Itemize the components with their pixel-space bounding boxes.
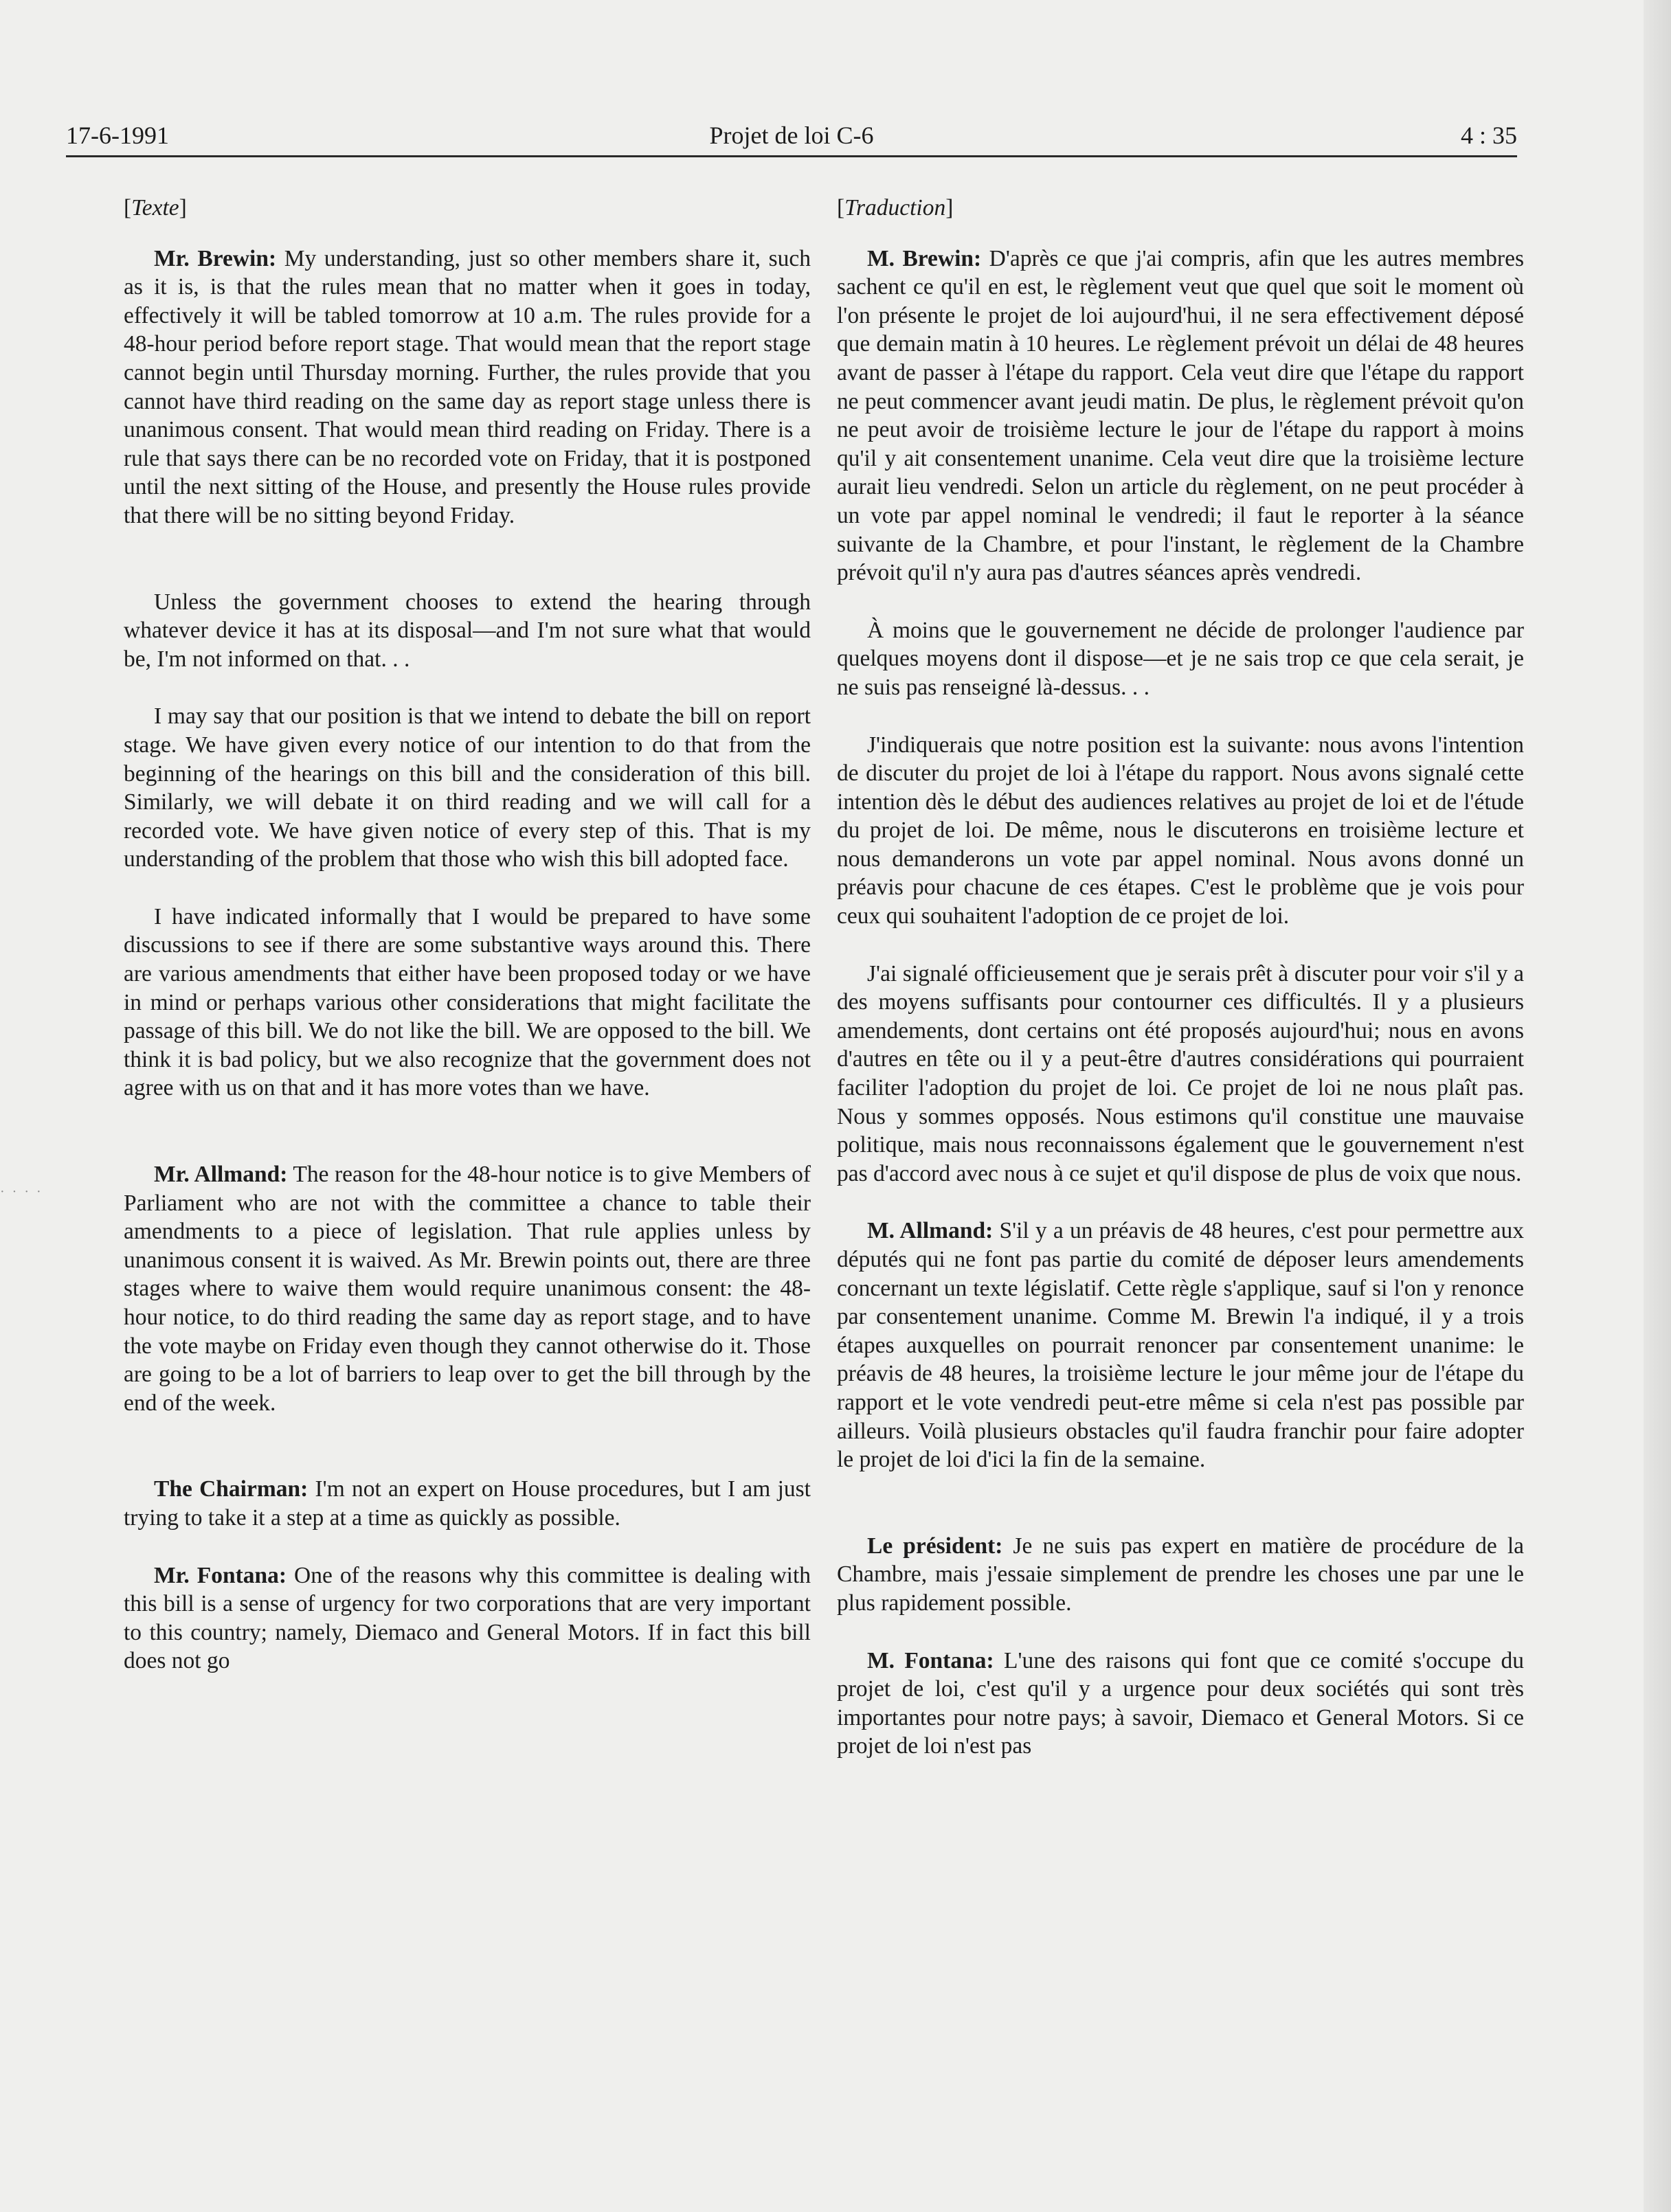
header-date: 17-6-1991 bbox=[66, 122, 169, 149]
speaker-name: M. Fontana: bbox=[867, 1647, 994, 1673]
paragraph-text: My understanding, just so other members share it, such as it is, is that the rules mean that no matter when it goes in today, effectively it will be tabled tomorrow at 10 a.m. The rules provide for a 48-hour period before report stage. That would mean that the report stage cannot begin until Thursday morning. Further, the rules provide that you cannot have third reading on the same day as report stage unless there is unanimous consent. That would mean third reading on Friday. There is a rule that says there can be no recorded vote on Friday, that it is postponed until the next sitting of the House, and presently the House rules provide that there will be no sitting beyond Friday. bbox=[124, 245, 811, 528]
english-paragraph-fontana bbox=[124, 1561, 811, 1675]
paragraph-text: I have indicated informally that I would be prepared to have some discussions to see if there are some substantive ways around this. There are various amendments that either have been proposed today or we have in mind or perhaps various other considerations that might facilitate the passage of this bill. We do not like the bill. We are opposed to the bill. We think it is bad policy, but we also recognize that the government does not agree with us on that and it has more votes than we have. bbox=[124, 903, 811, 1101]
french-language-tag: [Traduction] bbox=[837, 195, 954, 221]
english-tag-text: Texte bbox=[131, 195, 179, 221]
english-paragraph-government bbox=[124, 588, 811, 674]
header-title: Projet de loi C-6 bbox=[709, 122, 874, 149]
running-header bbox=[66, 114, 1517, 157]
speaker-name: The Chairman: bbox=[154, 1476, 309, 1502]
french-column bbox=[837, 194, 1524, 1761]
english-column bbox=[124, 194, 811, 1675]
french-paragraph-position bbox=[837, 731, 1524, 931]
paragraph-text: The reason for the 48-hour notice is to give Members of Parliament who are not with the committee a chance to table their amendments to a piece of legislation. That rule applies unless by unanimous consent it is waived. As Mr. Brewin points out, there are three stages where to waive them would require unanimous consent: the 48-hour notice, to do third reading the same day as report stage, and to have the vote maybe on Friday even though they cannot otherwise do it. Those are going to be a lot of barriers to leap over to get the bill through by the end of the week. bbox=[124, 1162, 811, 1416]
paragraph-text: J'ai signalé officieusement que je serais prêt à discuter pour voir s'il y a des moyens suffisants pour contourner ces difficultés. Il y a plusieurs amendements, dont certains ont été proposés aujourd'hui; nous en avons d'autres en tête ou il y a peut-être d'autres considérations qui pourraient faciliter l'adoption du projet de loi. Ce projet de loi ne nous plaît pas. Nous y sommes opposés. Nous estimons qu'il constitue une mauvaise politique, mais nous reconnaissons également que le gouvernement n'est pas d'accord avec nous à ce sujet et qu'il dispose de plus de voix que nous. bbox=[837, 960, 1524, 1186]
paragraph-text: L'une des raisons qui font que ce comité s'occupe du projet de loi, c'est qu'il y a urgence pour deux sociétés qui sont très importantes pour notre pays; à savoir, Diemaco et General Motors. Si ce projet de loi n'est pas bbox=[837, 1647, 1525, 1759]
speaker-name: M. Allmand: bbox=[867, 1218, 994, 1244]
paragraph-text: Unless the government chooses to extend the hearing through whatever device it has at its disposal—and I'm not sure what that would be, I'm not informed on that. . . bbox=[124, 589, 811, 672]
french-paragraph-fontana bbox=[837, 1647, 1524, 1761]
french-paragraph-president bbox=[837, 1532, 1524, 1618]
page-edge-shadow bbox=[1644, 0, 1671, 2212]
french-paragraph-government bbox=[837, 616, 1524, 702]
speaker-name: Le président: bbox=[867, 1533, 1003, 1559]
paragraph-text: À moins que le gouvernement ne décide de prolonger l'audience par quelques moyens dont il dispose—et je ne sais trop ce que cela serait, je ne suis pas renseigné là-dessus. . . bbox=[837, 617, 1524, 700]
english-language-tag: [Texte] bbox=[124, 195, 187, 221]
paragraph-text: I'm not an expert on House procedures, but I am just trying to take it a step at a time as quickly as possible. bbox=[124, 1476, 811, 1531]
paragraph-text: J'indiquerais que notre position est la suivante: nous avons l'intention de discuter du projet de loi à l'étape du rapport. Nous avons signalé cette intention dès le début des audiences relatives au projet de loi et de l'étude du projet de loi. De même, nous le discuterons en troisième lecture et nous demanderons un vote par appel nominal. Nous avons donné un préavis pour chacune de ces étapes. C'est le problème que je vois pour ceux qui souhaitent l'adoption de ce projet de loi. bbox=[837, 732, 1524, 929]
french-paragraph-informally bbox=[837, 960, 1524, 1188]
header-page-number: 4 : 35 bbox=[1460, 122, 1517, 149]
paragraph-text: Je ne suis pas expert en matière de procédure de la Chambre, mais j'essaie simplement de prendre les choses une par une le plus rapidement possible. bbox=[837, 1533, 1524, 1616]
english-paragraph-position bbox=[124, 702, 811, 874]
speaker-name: Mr. Brewin: bbox=[154, 245, 277, 271]
paragraph-text: S'il y a un préavis de 48 heures, c'est pour permettre aux députés qui ne font pas partie du comité de déposer leurs amendements concernant un texte législatif. Cette règle s'applique, sauf si l'on y renonce par consentement unanime. Comme M. Brewin l'a indiqué, il y a trois étapes auxquelles on pourrait renoncer par consentement unanime: le préavis de 48 heures, la troisième lecture le jour même jour de l'étape du rapport et le vote vendredi peut-etre même si cela n'est pas possible par ailleurs. Voilà plusieurs obstacles qu'il faudra franchir pour faire adopter le projet de loi d'ici la fin de la semaine. bbox=[837, 1218, 1524, 1473]
english-paragraph-brewin bbox=[124, 245, 811, 530]
paragraph-text: I may say that our position is that we intend to debate the bill on report stage. We have given every notice of our intention to do that from the beginning of the hearings on this bill and the consideration of this bill. Similarly, we will debate it on third reading and we will call for a recorded vote. We have given notice of every step of this. That is my understanding of the problem that those who wish this bill adopted face. bbox=[124, 703, 811, 872]
speaker-name: M. Brewin: bbox=[867, 245, 982, 271]
margin-mark: · · · · bbox=[0, 1184, 43, 1199]
french-paragraph-allmand bbox=[837, 1217, 1524, 1474]
english-paragraph-allmand bbox=[124, 1160, 811, 1417]
english-paragraph-informally bbox=[124, 903, 811, 1103]
speaker-name: Mr. Fontana: bbox=[154, 1562, 287, 1588]
paragraph-text: One of the reasons why this committee is dealing with this bill is a sense of urgency for two corporations that are very important to this country; namely, Diemaco and General Motors. If in fact this bill does not go bbox=[124, 1562, 811, 1674]
french-tag-text: Traduction bbox=[844, 195, 946, 221]
speaker-name: Mr. Allmand: bbox=[154, 1162, 288, 1188]
paragraph-text: D'après ce que j'ai compris, afin que les autres membres sachent ce qu'il en est, le règlement veut que quel que soit le moment où l'on présente le projet de loi aujourd'hui, il ne sera effectivement déposé que demain matin à 10 heures. Le règlement prévoit un délai de 48 heures avant de passer à l'étape du rapport. Cela veut dire que l'étape du rapport ne peut commencer avant jeudi matin. De plus, le règlement prévoit qu'on ne peut avoir de troisième lecture le jour de l'étape du rapport à moins qu'il y ait consentement unanime. Cela veut dire que la troisième lecture aurait lieu vendredi. Selon un article du règlement, on ne peut procéder à un vote par appel nominal le vendredi; il faut le reporter à la séance suivante de la Chambre, et pour l'instant, le règlement de la Chambre prévoit qu'il n'y aura pas d'autres séances après vendredi. bbox=[837, 245, 1524, 586]
french-paragraph-brewin bbox=[837, 245, 1524, 587]
english-paragraph-chairman bbox=[124, 1475, 811, 1532]
